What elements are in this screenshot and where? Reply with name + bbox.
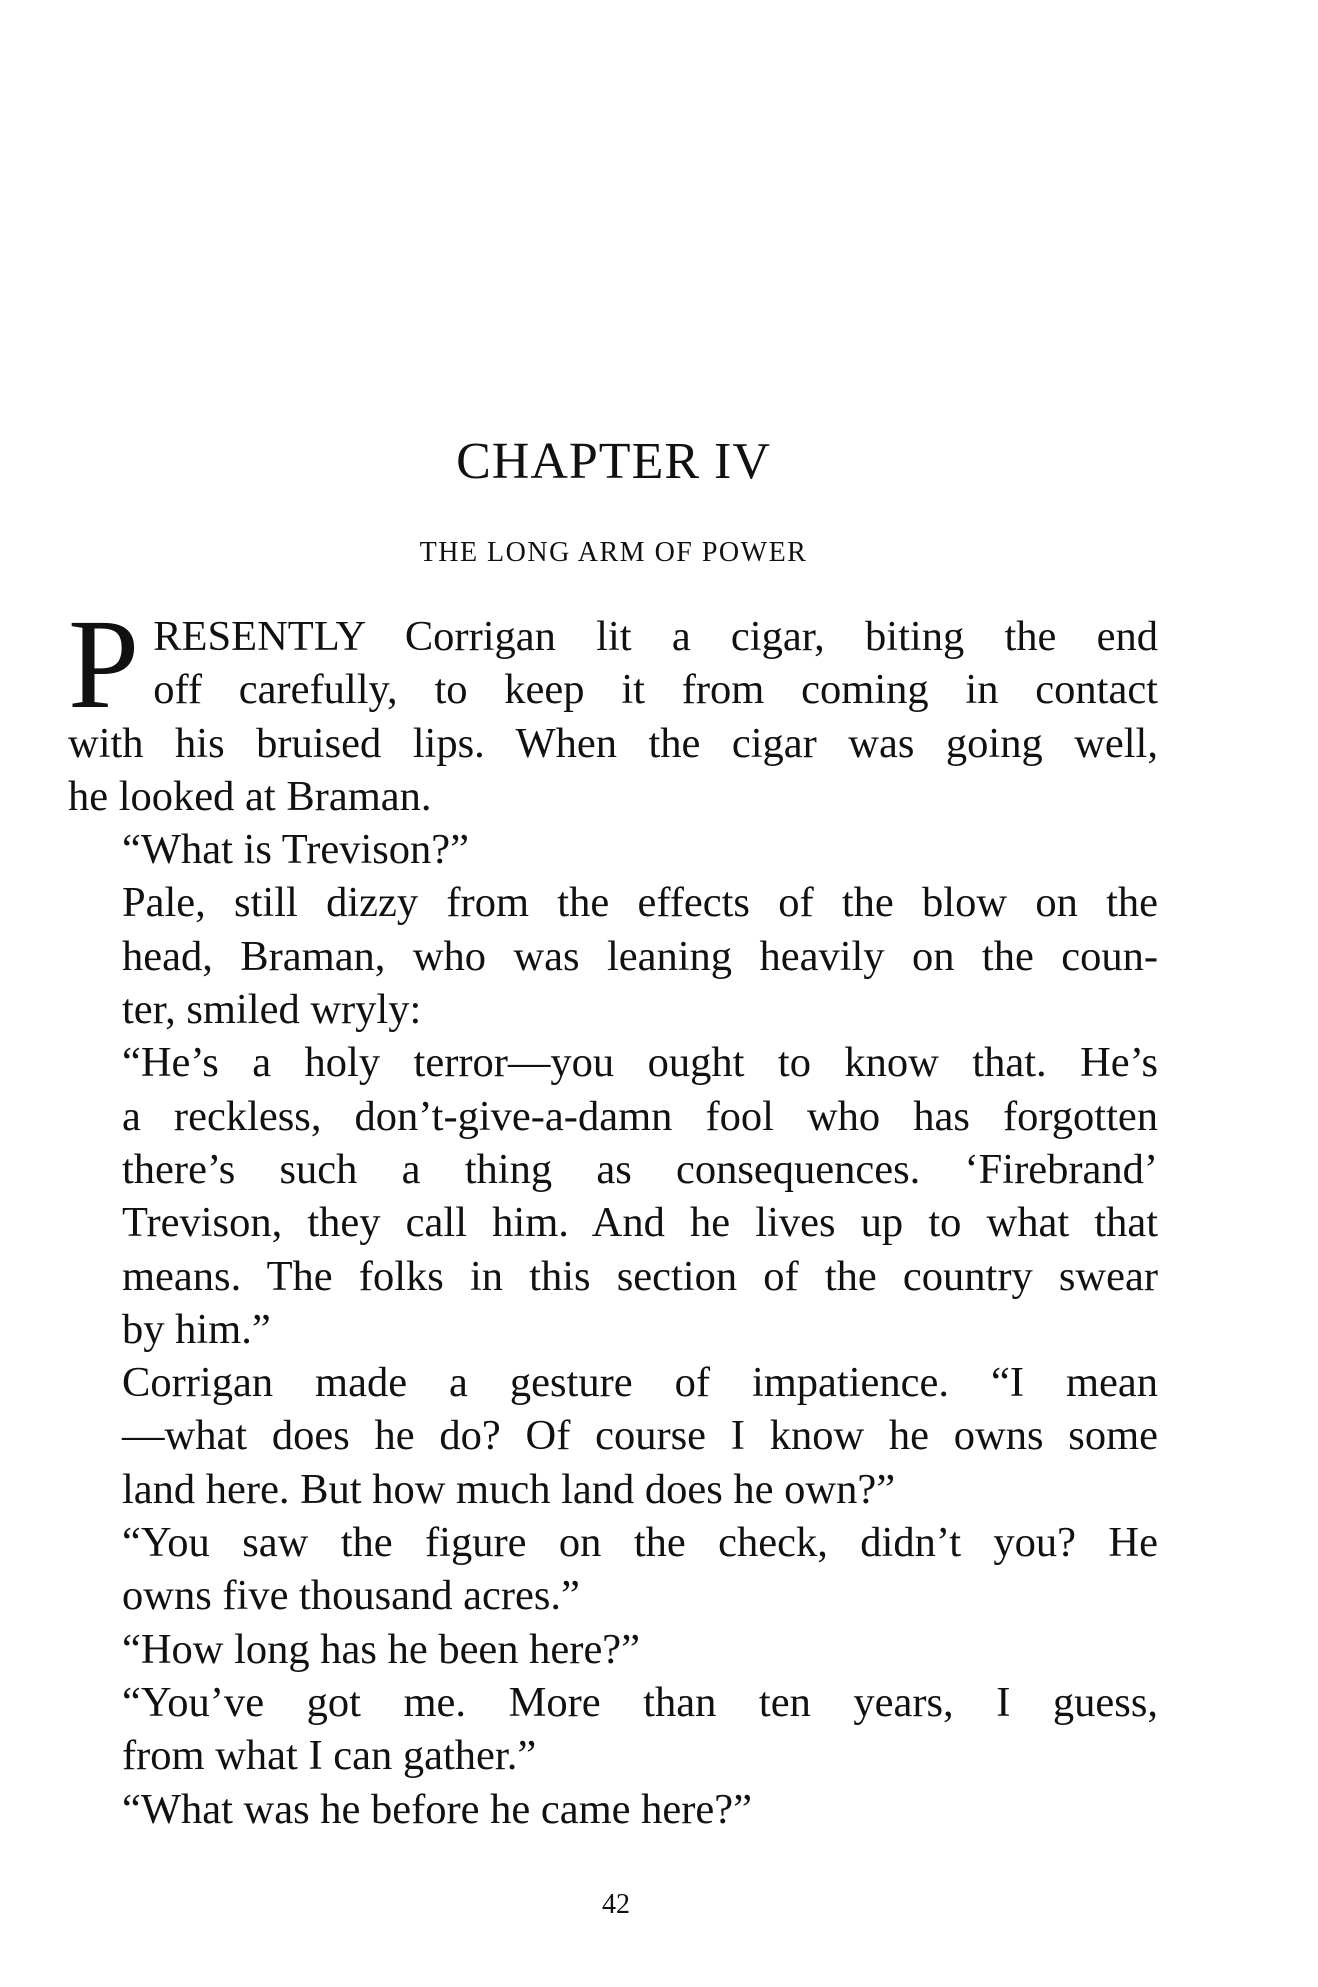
text-line: by him.”: [122, 1305, 271, 1353]
text-line: means. The folks in this section of the country swear: [122, 1252, 1158, 1300]
text-line: from what I can gather.”: [122, 1732, 537, 1780]
paragraph-8: [68, 1676, 1158, 1783]
body-text: [68, 593, 1158, 1836]
text-line: with his bruised lips. When the cigar was going well,: [68, 719, 1158, 767]
text-line: Trevison, they call him. And he lives up to what that: [122, 1199, 1158, 1247]
paragraph-5: [68, 1356, 1158, 1516]
text-line: he looked at Braman.: [68, 772, 432, 820]
text-line: “You saw the figure on the check, didn’t you? He: [122, 1519, 1158, 1567]
text-line: off carefully, to keep it from coming in contact: [153, 666, 1158, 714]
text-line: —what does he do? Of course I know he owns some: [122, 1412, 1158, 1460]
paragraph-9: [68, 1783, 1158, 1836]
text-line: “How long has he been here?”: [122, 1625, 641, 1673]
text-line: RESENTLY Corrigan lit a cigar, biting the end: [153, 613, 1158, 660]
paragraph-7: [68, 1623, 1158, 1676]
text-line: ter, smiled wryly:: [122, 986, 422, 1034]
text-line: Corrigan made a gesture of impatience. “I mean: [122, 1359, 1158, 1407]
text-line: there’s such a thing as consequences. ‘Firebrand’: [122, 1145, 1158, 1193]
text-line: head, Braman, who was leaning heavily on the coun-: [122, 932, 1158, 980]
text-line: “You’ve got me. More than ten years, I guess,: [122, 1678, 1158, 1726]
text-line: “What is Trevison?”: [122, 826, 470, 874]
text-line: Pale, still dizzy from the effects of the blow on the: [122, 879, 1158, 927]
text-line: a reckless, don’t-give-a-damn fool who has forgotten: [122, 1092, 1158, 1140]
page-number: 42: [602, 1889, 630, 1920]
text-line: “What was he before he came here?”: [122, 1785, 753, 1833]
text-line: owns five thousand acres.”: [122, 1572, 580, 1620]
text-line: land here. But how much land does he own?”: [122, 1465, 896, 1513]
paragraph-4: [68, 1036, 1158, 1356]
drop-cap: P: [68, 593, 140, 735]
paragraph-2: [68, 823, 1158, 876]
chapter-heading: CHAPTER IV: [456, 433, 771, 490]
paragraph-6: [68, 1516, 1158, 1623]
chapter-subtitle: THE LONG ARM OF POWER: [419, 537, 808, 568]
text-line: “He’s a holy terror—you ought to know that. He’s: [122, 1039, 1158, 1087]
paragraph-3: [68, 876, 1158, 1036]
paragraph-1: [68, 593, 1158, 823]
